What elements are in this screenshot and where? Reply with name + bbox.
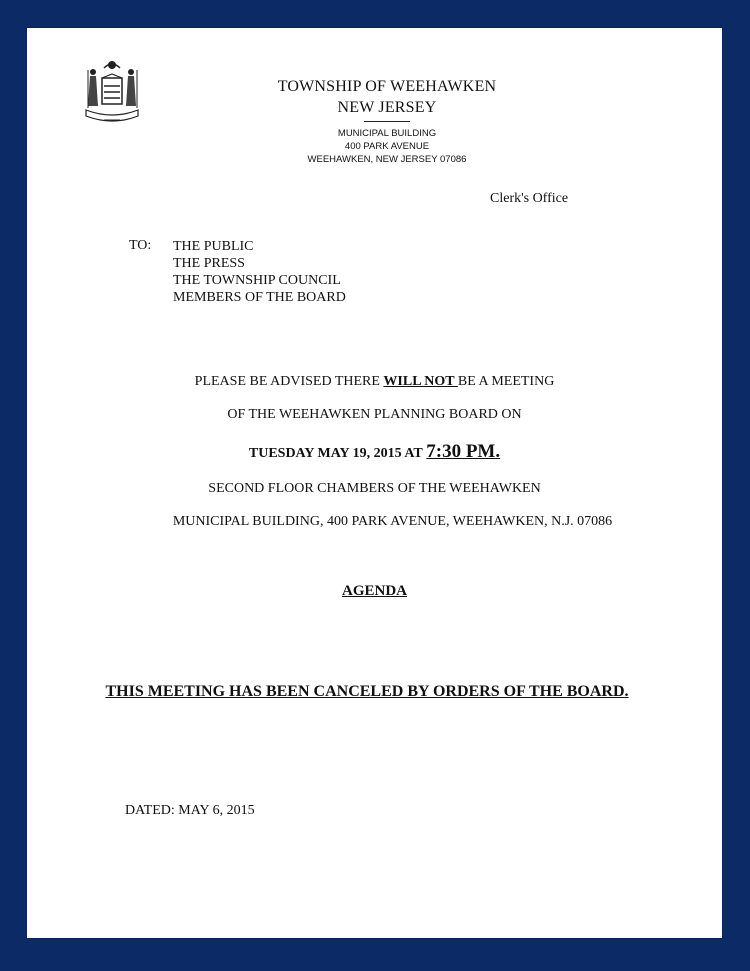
building-name: MUNICIPAL BUILDING [337, 128, 437, 139]
header-divider [364, 121, 410, 122]
notice-line-4: SECOND FLOOR CHAMBERS OF THE WEEHAWKEN [208, 481, 541, 496]
township-seal-icon [82, 56, 142, 128]
notice-line-1-after: BE A MEETING [457, 374, 555, 389]
cancellation-notice: THIS MEETING HAS BEEN CANCELED BY ORDERS OF THE BOARD. [105, 683, 629, 700]
state-name: NEW JERSEY [337, 99, 437, 116]
recipient-item: MEMBERS OF THE BOARD [173, 290, 346, 305]
township-name: TOWNSHIP OF WEEHAWKEN [277, 78, 497, 95]
notice-line-5: MUNICIPAL BUILDING, 400 PARK AVENUE, WEEHAWKEN, N.J. 07086 [172, 514, 613, 529]
dated-line: DATED: MAY 6, 2015 [125, 803, 255, 818]
city-address: WEEHAWKEN, NEW JERSEY 07086 [307, 154, 467, 165]
office-name: Clerk's Office [490, 191, 569, 206]
letterhead [227, 76, 547, 166]
meeting-datetime [27, 441, 722, 463]
meeting-date: TUESDAY MAY 19, 2015 AT [248, 446, 423, 461]
notice-page [26, 27, 723, 939]
street-address: 400 PARK AVENUE [344, 141, 430, 152]
recipient-item: THE PRESS [173, 256, 245, 271]
meeting-time: 7:30 PM. [426, 441, 501, 462]
recipient-item: THE TOWNSHIP COUNCIL [173, 273, 341, 288]
recipient-item: THE PUBLIC [173, 239, 254, 254]
notice-line-2: OF THE WEEHAWKEN PLANNING BOARD ON [227, 407, 522, 422]
recipients-label: TO: [129, 238, 152, 253]
agenda-heading: AGENDA [341, 583, 407, 599]
notice-line-1-before: PLEASE BE ADVISED THERE [194, 374, 384, 389]
recipients-list [173, 238, 346, 306]
notice-emphasis: WILL NOT [383, 374, 458, 389]
notice-line-1 [27, 374, 722, 390]
